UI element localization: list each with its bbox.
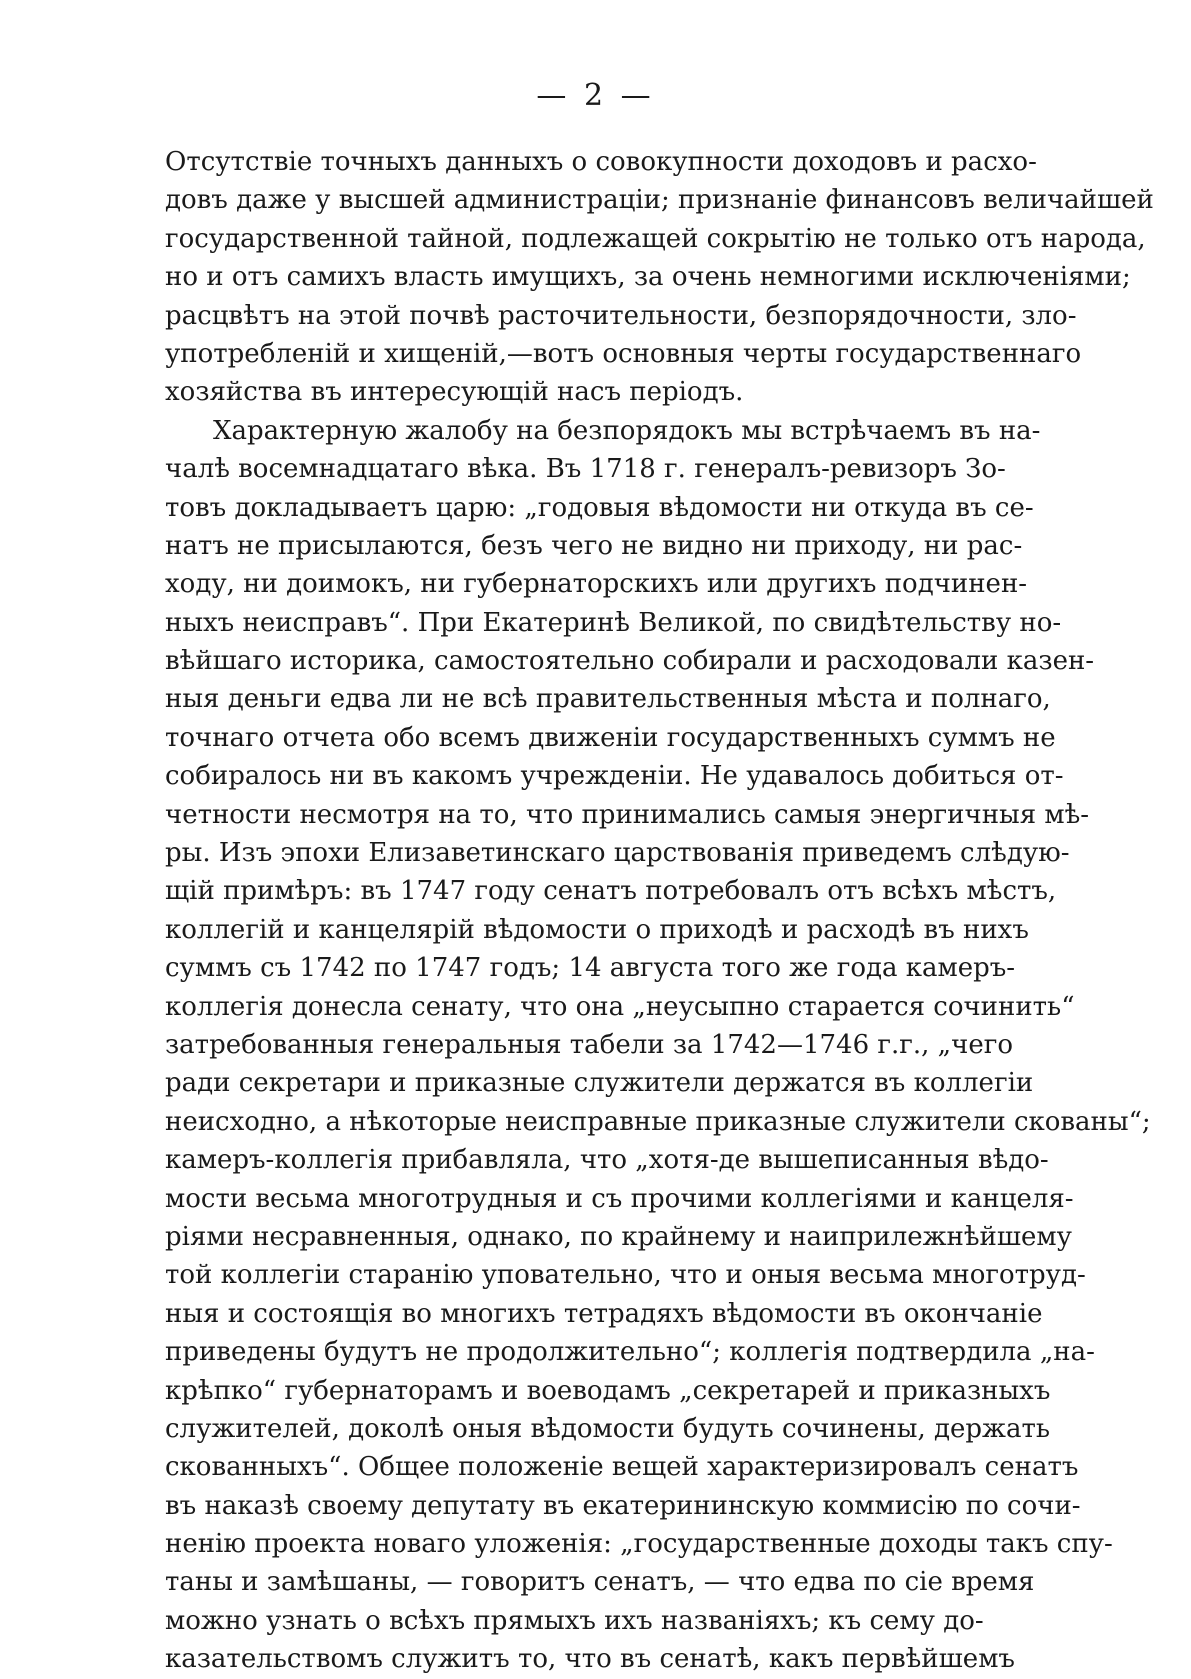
- text-line: служителей, доколѣ оныя вѣдомости будуть сочинены, держать: [165, 1413, 1050, 1444]
- text-line: суммъ съ 1742 по 1747 годъ; 14 августа того же года камеръ-: [165, 953, 1016, 984]
- page-number: — 2 —: [536, 78, 655, 113]
- text-line: ходу, ни доимокъ, ни губернаторскихъ или другихъ подчинен-: [165, 569, 1028, 600]
- text-line: можно узнать о всѣхъ прямыхъ ихъ названіяхъ; къ сему до-: [165, 1605, 984, 1636]
- text-line: камеръ-коллегія прибавляла, что „хотя-де вышеписанныя вѣдо-: [165, 1145, 1049, 1176]
- text-line: крѣпко“ губернаторамъ и воеводамъ „секретарей и приказныхъ: [165, 1375, 1051, 1406]
- text-line: Характерную жалобу на безпорядокъ мы встрѣчаемъ въ на-: [213, 415, 1041, 446]
- text-line: собиралось ни въ какомъ учрежденіи. Не удавалось добиться от-: [165, 761, 1064, 792]
- text-line: ненію проекта новаго уложенія: „государственные доходы такъ спу-: [165, 1529, 1113, 1560]
- text-line: казательствомъ служитъ то, что въ сенатѣ, какъ первѣйшемъ: [165, 1644, 1015, 1675]
- text-line: Отсутствіе точныхъ данныхъ о совокупности доходовъ и расхо-: [165, 147, 1037, 177]
- text-line: ныя и состоящія во многихъ тетрадяхъ вѣдомости въ окончаніе: [165, 1298, 1043, 1329]
- text-line: скованныхъ“. Общее положеніе вещей характеризировалъ сенатъ: [165, 1452, 1079, 1483]
- text-line: натъ не присылаются, безъ чего не видно ни приходу, ни рас-: [165, 530, 1023, 561]
- text-line: ныя деньги едва ли не всѣ правительственныя мѣста и полнаго,: [165, 684, 1051, 715]
- text-line: хозяйства въ интересующій насъ періодъ.: [165, 377, 744, 408]
- text-line: довъ даже у высшей администраціи; признаніе финансовъ величайшей: [165, 185, 1154, 216]
- paragraph: [165, 143, 1154, 412]
- text-line: щій примѣръ: въ 1747 году сенатъ потребовалъ отъ всѣхъ мѣстъ,: [165, 876, 1057, 907]
- text-line: расцвѣтъ на этой почвѣ расточительности, безпорядочности, зло-: [165, 300, 1077, 331]
- text-line: употребленій и хищеній,—вотъ основныя черты государственнаго: [165, 338, 1082, 369]
- text-line: ныхъ неисправъ“. При Екатеринѣ Великой, по свидѣтельству но-: [165, 607, 1062, 638]
- text-line: вѣйшаго историка, самостоятельно собирали и расходовали казен-: [165, 646, 1095, 677]
- text-line: государственной тайной, подлежащей сокрытію не только отъ народа,: [165, 223, 1146, 254]
- text-line: коллегія донесла сенату, что она „неусыпно старается сочинить“: [165, 991, 1075, 1022]
- text-line: неисходно, а нѣкоторые неисправные приказные служители скованы“;: [165, 1106, 1151, 1137]
- text-line: ради секретари и приказные служители держатся въ коллегіи: [165, 1068, 1034, 1099]
- text-line: затребованныя генеральныя табели за 1742—1746 г.г., „чего: [165, 1029, 1013, 1060]
- text-line: таны и замѣшаны, — говоритъ сенатъ, — что едва по сіе время: [165, 1567, 1035, 1598]
- body-text: [165, 143, 1154, 1679]
- text-line: четности несмотря на то, что принимались самыя энергичныя мѣ-: [165, 799, 1090, 830]
- paragraph: [165, 412, 1151, 1679]
- text-line: но и отъ самихъ власть имущихъ, за очень немногими исключеніями;: [165, 262, 1131, 293]
- text-line: товъ докладываетъ царю: „годовыя вѣдомости ни откуда въ се-: [165, 492, 1034, 523]
- text-line: ры. Изъ эпохи Елизаветинскаго царствованія приведемъ слѣдую-: [165, 838, 1070, 869]
- text-line: точнаго отчета обо всемъ движеніи государственныхъ суммъ не: [165, 722, 1056, 753]
- text-line: чалѣ восемнадцатаго вѣка. Въ 1718 г. генералъ-ревизоръ Зо-: [165, 454, 1006, 485]
- text-line: въ наказѣ своему депутату въ екатерининскую коммисію по сочи-: [165, 1490, 1081, 1521]
- text-line: мости весьма многотрудныя и съ прочими коллегіями и канцеля-: [165, 1183, 1074, 1214]
- text-line: той коллегіи старанію уповательно, что и оныя весьма многотруд-: [165, 1260, 1086, 1291]
- text-line: ріями несравненныя, однако, по крайнему и наиприлежнѣйшему: [165, 1221, 1072, 1252]
- text-line: коллегій и канцелярій вѣдомости о приходѣ и расходѣ въ нихъ: [165, 914, 1029, 945]
- text-line: приведены будутъ не продолжительно“; коллегія подтвердила „на-: [165, 1337, 1095, 1368]
